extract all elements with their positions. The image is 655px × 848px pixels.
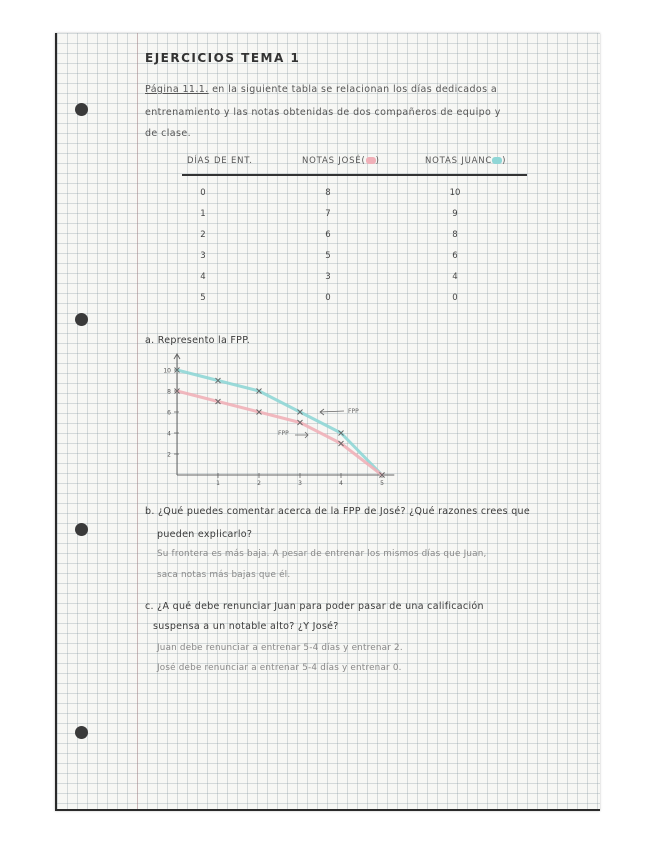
margin-line <box>137 33 138 809</box>
annotation-fpp-jose: FPP <box>278 430 289 437</box>
table-cell-dias: 0 <box>200 188 206 198</box>
question-c-line-1: c. ¿A qué debe renunciar Juan para poder pasar de una calificación <box>145 601 484 612</box>
table-header-juan: NOTAS JUANC ) <box>425 156 507 166</box>
answer-c-line-2: José debe renunciar a entrenar 5-4 días y entrenar 0. <box>157 663 402 673</box>
page-reference: Página 11.1. <box>145 84 209 95</box>
table-cell-juan: 8 <box>452 230 458 240</box>
answer-b-line-2: saca notas más bajas que él. <box>157 570 291 580</box>
x-tick-label: 2 <box>257 480 261 487</box>
intro-line-1 <box>145 85 497 95</box>
table-rule <box>182 174 527 176</box>
y-tick-label: 4 <box>167 430 171 438</box>
answer-c-line-1: Juan debe renunciar a entrenar 5-4 días y entrenar 2. <box>157 643 403 653</box>
table-cell-jose: 5 <box>325 251 331 261</box>
x-tick-label: 3 <box>298 480 302 487</box>
question-c-line-2: suspensa a un notable alto? ¿Y José? <box>153 621 339 632</box>
y-tick-label: 10 <box>163 367 171 375</box>
x-tick-label: 5 <box>380 480 384 487</box>
y-tick-label: 8 <box>167 388 171 396</box>
table-cell-dias: 5 <box>200 293 206 303</box>
y-tick-label: 6 <box>167 409 171 417</box>
intro-line-3: de clase. <box>145 128 191 139</box>
table-cell-dias: 2 <box>200 230 206 240</box>
table-header-dias: DÍAS DE ENT. <box>187 156 253 166</box>
table-cell-dias: 4 <box>200 272 206 282</box>
fpp-chart <box>150 352 400 492</box>
table-cell-jose: 7 <box>325 209 331 219</box>
table-header-jose: NOTAS JOSÉ( ) <box>302 156 380 166</box>
table-cell-juan: 0 <box>452 293 458 303</box>
table-cell-dias: 1 <box>200 209 206 219</box>
answer-b-line-1: Su frontera es más baja. A pesar de entrenar los mismos días que Juan, <box>157 549 487 559</box>
series-line-juan <box>177 370 382 475</box>
table-cell-juan: 10 <box>449 188 461 198</box>
question-b-line-2: pueden explicarlo? <box>157 529 253 540</box>
punch-hole <box>75 726 88 739</box>
table-cell-jose: 3 <box>325 272 331 282</box>
punch-hole <box>75 523 88 536</box>
juan-header-label: NOTAS JUANC <box>425 156 493 166</box>
intro-text-1: en la siguiente tabla se relacionan los días dedicados a <box>212 84 498 95</box>
table-cell-juan: 6 <box>452 251 458 261</box>
intro-line-2: entrenamiento y las notas obtenidas de dos compañeros de equipo y <box>145 107 501 118</box>
page-title: EJERCICIOS TEMA 1 <box>145 51 301 65</box>
annotation-arrow <box>295 432 308 438</box>
teal-marker <box>492 157 502 164</box>
annotation-fpp-juan: FPP <box>348 408 359 415</box>
x-tick-label: 1 <box>216 480 220 487</box>
pink-marker <box>366 157 376 164</box>
table-cell-juan: 4 <box>452 272 458 282</box>
y-tick-label: 2 <box>167 451 171 459</box>
annotation-arrow <box>320 409 344 415</box>
table-cell-jose: 0 <box>325 293 331 303</box>
punch-hole <box>75 313 88 326</box>
question-b-line-1: b. ¿Qué puedes comentar acerca de la FPP de José? ¿Qué razones crees que <box>145 506 531 517</box>
table-cell-jose: 6 <box>325 230 331 240</box>
table-cell-dias: 3 <box>200 251 206 261</box>
punch-hole <box>75 103 88 116</box>
table-cell-jose: 8 <box>325 188 331 198</box>
table-cell-juan: 9 <box>452 209 458 219</box>
x-tick-label: 4 <box>339 480 343 487</box>
jose-header-label: NOTAS JOSÉ( <box>302 156 366 166</box>
question-a: a. Represento la FPP. <box>145 335 251 346</box>
